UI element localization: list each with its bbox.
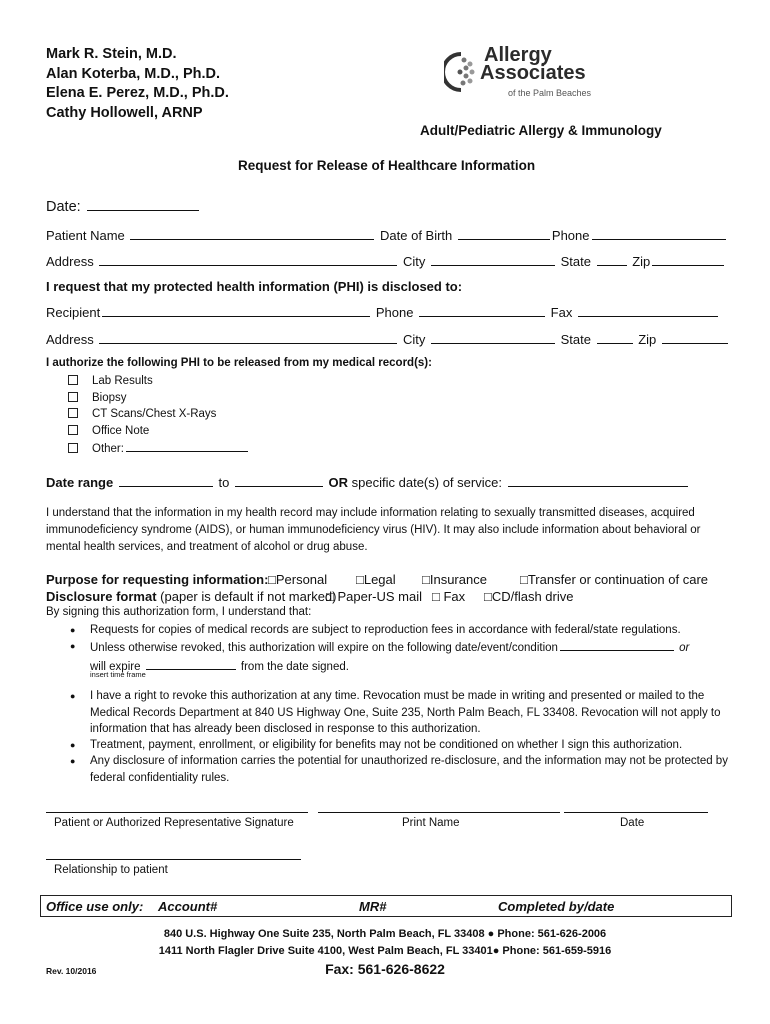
zip-field[interactable]: [652, 253, 724, 266]
city-label: City: [402, 332, 426, 347]
state-label: State: [560, 332, 591, 347]
logo-wordmark: Allergy Associates: [480, 44, 586, 84]
date-row: [46, 198, 201, 215]
authorize-heading: I authorize the following PHI to be released from my medical record(s):: [46, 357, 432, 369]
recipient-zip-field[interactable]: [662, 331, 728, 344]
specific-dates-label: specific date(s) of service:: [351, 475, 502, 490]
bullet-revoke: I have a right to revoke this authorization at any time. Revocation must be made in writing and presented or mailed to the Medical Records Department at 840 US Highway One, Suite 235, North Palm Beach, FL 33408. Revocation will not apply to information that has already been disclosed in response to this authorization.: [90, 690, 721, 735]
zip-label: Zip: [632, 254, 651, 269]
address-label: Address: [46, 332, 94, 347]
timeframe-note: insert time frame: [90, 670, 146, 679]
state-field[interactable]: [597, 253, 627, 266]
patient-address-row: [46, 253, 726, 269]
recipient-address-field[interactable]: [99, 331, 397, 344]
physician-name: Elena E. Perez, M.D., Ph.D.: [46, 85, 229, 101]
revision-label: Rev. 10/2016: [46, 966, 97, 976]
recipient-fax-label: Fax: [550, 305, 573, 320]
bullet-treatment: Treatment, payment, enrollment, or eligibility for benefits may not be conditioned on whether I sign this authorization.: [90, 739, 683, 751]
physician-name: Mark R. Stein, M.D.: [46, 46, 177, 62]
physician-list: [46, 45, 229, 123]
address-field[interactable]: [99, 253, 397, 266]
bullet-redisclosure: Any disclosure of information carries the potential for unauthorized re-disclosure, and the information may not be protected by federal confidentiality rules.: [90, 755, 728, 784]
expiration-event-field[interactable]: [560, 638, 674, 651]
print-name-label: Print Name: [402, 817, 460, 829]
other-field[interactable]: [126, 439, 248, 452]
city-field[interactable]: [431, 253, 555, 266]
disclosure-format-row: [46, 589, 746, 604]
account-label: Account#: [158, 899, 218, 914]
patient-name-field[interactable]: [130, 227, 374, 240]
checkbox[interactable]: [68, 425, 78, 435]
date-to-label: to: [218, 475, 230, 490]
format-cd-option[interactable]: □CD/flash drive: [484, 589, 574, 604]
print-name-field[interactable]: [318, 811, 560, 813]
or-label: OR: [328, 475, 349, 490]
date-range-label: Date range: [46, 475, 114, 490]
recipient-phone-field[interactable]: [419, 304, 545, 317]
practice-logo: [444, 44, 619, 106]
format-paper-option[interactable]: □ Paper-US mail: [326, 589, 422, 604]
date-from-field[interactable]: [119, 474, 213, 487]
checkbox[interactable]: [68, 408, 78, 418]
list-item[interactable]: Lab Results: [68, 373, 250, 390]
relationship-label: Relationship to patient: [54, 864, 168, 876]
address-label: Address: [46, 254, 94, 269]
office-use-label: Office use only:: [46, 899, 144, 914]
date-field[interactable]: [87, 198, 199, 211]
bullet-icon: ●: [70, 691, 76, 701]
checkbox[interactable]: [68, 443, 78, 453]
signing-intro: By signing this authorization form, I understand that:: [46, 606, 312, 618]
purpose-row: [46, 572, 746, 587]
recipient-state-field[interactable]: [597, 331, 633, 344]
relationship-field[interactable]: [46, 858, 301, 860]
office-use-box: [40, 895, 732, 917]
list-item[interactable]: Other:: [68, 439, 250, 458]
disclosure-notice: I understand that the information in my health record may include information relating to sexually transmitted diseases, acquired immunodeficiency syndrome (AIDS), or human immunodeficiency virus (HIV). It may also include information about behavioral or mental health services, and treatment of alcohol or drug abuse.: [46, 507, 701, 553]
date-label: Date:: [46, 199, 81, 215]
list-item[interactable]: Biopsy: [68, 390, 250, 407]
signature-date-label: Date: [620, 817, 645, 829]
checkbox[interactable]: [68, 392, 78, 402]
recipient-address-row: [46, 331, 730, 347]
specific-dates-field[interactable]: [508, 474, 688, 487]
footer-fax: Fax: 561-626-8622: [325, 961, 445, 977]
phi-checklist: [68, 373, 250, 458]
physician-name: Alan Koterba, M.D., Ph.D.: [46, 65, 221, 82]
zip-label: Zip: [638, 332, 657, 347]
signature-field[interactable]: [46, 811, 308, 813]
request-heading: I request that my protected health information (PHI) is disclosed to:: [46, 279, 463, 294]
checkbox[interactable]: [68, 375, 78, 385]
mr-label: MR#: [359, 899, 387, 914]
bullet-expiration: Unless otherwise revoked, this authorization will expire on the following date/event/condition or will expire from the date signed.: [90, 638, 689, 675]
patient-name-label: Patient Name: [46, 228, 125, 243]
city-label: City: [402, 254, 426, 269]
bullet-icon: ●: [70, 740, 76, 750]
expiration-timeframe-field[interactable]: [146, 657, 236, 670]
dob-label: Date of Birth: [380, 228, 453, 243]
purpose-personal-option[interactable]: □Personal: [268, 572, 328, 587]
completed-by-label: Completed by/date: [498, 899, 615, 914]
bullet-icon: ●: [70, 625, 76, 635]
footer-address-1: 840 U.S. Highway One Suite 235, North Palm Beach, FL 33408 ● Phone: 561-626-2006: [163, 928, 607, 940]
recipient-fax-field[interactable]: [578, 304, 718, 317]
recipient-city-field[interactable]: [431, 331, 555, 344]
state-label: State: [560, 254, 591, 269]
recipient-label: Recipient: [46, 305, 101, 320]
purpose-insurance-option[interactable]: □Insurance: [422, 572, 487, 587]
purpose-legal-option[interactable]: □Legal: [356, 572, 396, 587]
format-fax-option[interactable]: □ Fax: [432, 589, 466, 604]
footer-address-2: 1411 North Flagler Drive Suite 4100, West Palm Beach, FL 33401● Phone: 561-659-5916: [158, 945, 612, 957]
logo-dots-icon: [444, 52, 478, 92]
bullet-fees: Requests for copies of medical records are subject to reproduction fees in accordance with federal/state regulations.: [90, 624, 681, 636]
logo-subtitle: of the Palm Beaches: [508, 88, 592, 98]
signature-label: Patient or Authorized Representative Signature: [54, 817, 294, 829]
list-item[interactable]: Office Note: [68, 423, 250, 440]
disclosure-format-note: (paper is default if not marked): [160, 589, 337, 604]
recipient-row: [46, 304, 720, 320]
signature-date-field[interactable]: [564, 811, 708, 813]
dob-field[interactable]: [458, 227, 550, 240]
disclosure-format-label: Disclosure format: [46, 589, 157, 604]
form-title: Request for Release of Healthcare Information: [238, 158, 536, 173]
patient-row: [46, 227, 728, 243]
date-range-row: [46, 474, 690, 490]
physician-name: Cathy Hollowell, ARNP: [46, 104, 203, 121]
phone-label: Phone: [551, 228, 590, 243]
bullet-icon: ●: [70, 641, 76, 651]
recipient-field[interactable]: [102, 304, 370, 317]
practice-specialty: Adult/Pediatric Allergy & Immunology: [420, 123, 662, 138]
phone-field[interactable]: [592, 227, 726, 240]
date-to-field[interactable]: [235, 474, 323, 487]
purpose-transfer-option[interactable]: □Transfer or continuation of care: [520, 572, 709, 587]
recipient-phone-label: Phone: [375, 305, 414, 320]
purpose-label: Purpose for requesting information:: [46, 572, 269, 587]
list-item[interactable]: CT Scans/Chest X-Rays: [68, 406, 250, 423]
bullet-icon: ●: [70, 756, 76, 766]
